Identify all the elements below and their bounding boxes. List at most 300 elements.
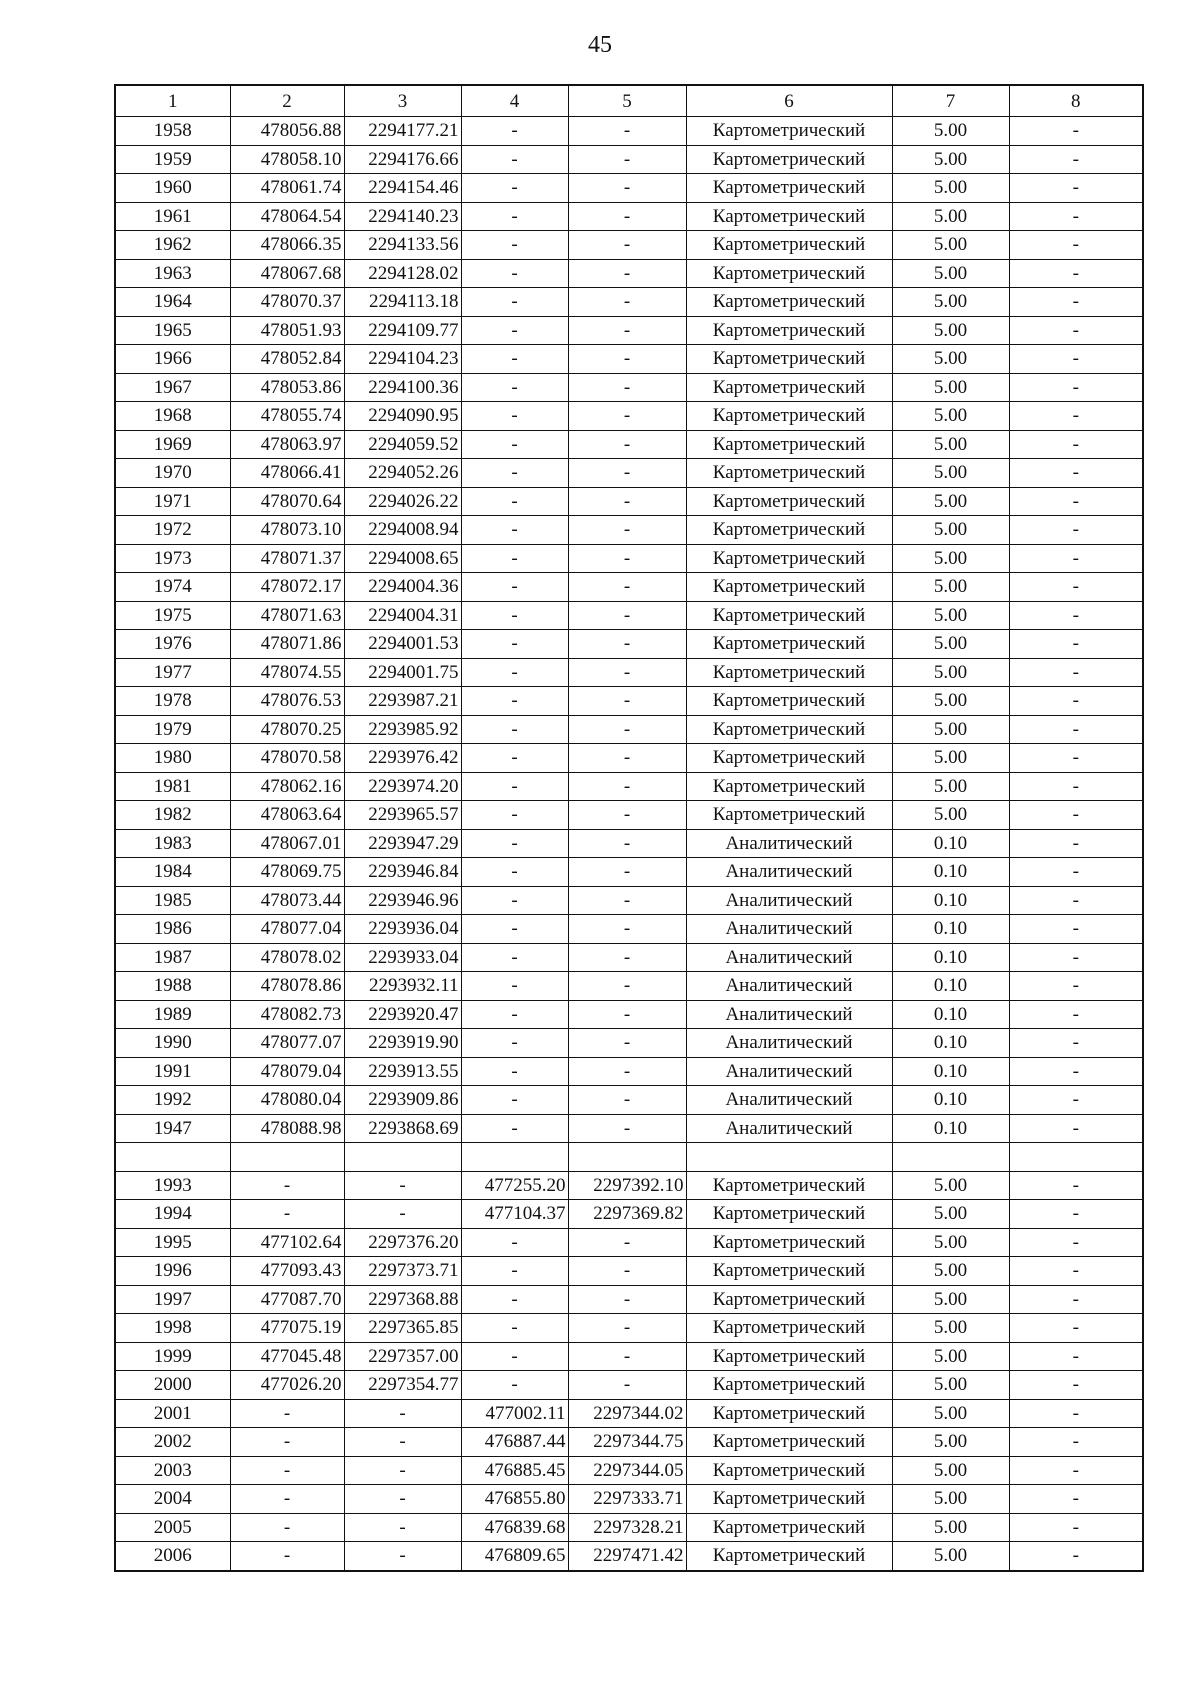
table-cell: 2002 [115, 1428, 230, 1457]
table-cell: - [461, 459, 568, 488]
table-cell: 1992 [115, 1086, 230, 1115]
table-cell: 5.00 [892, 1200, 1009, 1229]
table-row [115, 174, 1143, 203]
table-cell: Картометрический [686, 1428, 892, 1457]
table-cell [461, 1143, 568, 1172]
table-cell: - [568, 630, 686, 659]
table-cell: 478077.04 [230, 915, 344, 944]
table-cell: - [1009, 972, 1143, 1001]
table-cell: 2293913.55 [344, 1057, 461, 1086]
table-cell [686, 1143, 892, 1172]
table-cell: - [1009, 801, 1143, 830]
table-cell: Картометрический [686, 1399, 892, 1428]
table-row [115, 459, 1143, 488]
table-cell: 2294128.02 [344, 259, 461, 288]
table-cell: - [461, 259, 568, 288]
table-cell: 477045.48 [230, 1342, 344, 1371]
table-cell: - [461, 516, 568, 545]
table-cell: - [461, 943, 568, 972]
table-cell: - [1009, 1428, 1143, 1457]
table-cell: 1968 [115, 402, 230, 431]
table-cell: 1991 [115, 1057, 230, 1086]
table-cell: 5.00 [892, 202, 1009, 231]
table-cell: - [568, 829, 686, 858]
table-cell: - [461, 715, 568, 744]
table-cell: - [1009, 373, 1143, 402]
table-cell: 478071.86 [230, 630, 344, 659]
table-cell: 5.00 [892, 715, 1009, 744]
table-cell: 478053.86 [230, 373, 344, 402]
table-cell: Картометрический [686, 202, 892, 231]
table-cell: - [344, 1171, 461, 1200]
table-cell: - [1009, 1314, 1143, 1343]
table-row [115, 744, 1143, 773]
table-cell: - [1009, 1456, 1143, 1485]
table-cell: 478070.37 [230, 288, 344, 317]
table-cell: 477102.64 [230, 1228, 344, 1257]
table-cell: Аналитический [686, 1086, 892, 1115]
table-cell: - [568, 1029, 686, 1058]
table-cell: - [461, 1086, 568, 1115]
table-cell: 5.00 [892, 801, 1009, 830]
table-cell [568, 1143, 686, 1172]
table-cell: - [568, 886, 686, 915]
table-cell: - [568, 915, 686, 944]
table-cell: 2293947.29 [344, 829, 461, 858]
table-cell: Картометрический [686, 1342, 892, 1371]
page-number: 45 [588, 32, 612, 58]
table-cell: 0.10 [892, 858, 1009, 887]
table-cell [115, 1143, 230, 1172]
table-cell: - [461, 744, 568, 773]
table-cell: 1979 [115, 715, 230, 744]
table-cell: 476809.65 [461, 1542, 568, 1571]
table-cell: 2293965.57 [344, 801, 461, 830]
table-cell: Картометрический [686, 231, 892, 260]
table-cell: 1983 [115, 829, 230, 858]
table-cell: 478070.25 [230, 715, 344, 744]
table-cell: 478073.44 [230, 886, 344, 915]
table-cell: - [568, 487, 686, 516]
table-cell: - [344, 1200, 461, 1229]
table-cell: 478056.88 [230, 117, 344, 146]
table-cell: - [568, 202, 686, 231]
table-cell: 1975 [115, 601, 230, 630]
table-cell: 2294140.23 [344, 202, 461, 231]
table-cell: 2294100.36 [344, 373, 461, 402]
table-cell: 2005 [115, 1513, 230, 1542]
table-row [115, 1513, 1143, 1542]
table-cell: Картометрический [686, 544, 892, 573]
table-cell: 5.00 [892, 630, 1009, 659]
table-row [115, 1029, 1143, 1058]
table-row [115, 1371, 1143, 1400]
table-cell: - [1009, 459, 1143, 488]
table-cell: 5.00 [892, 772, 1009, 801]
table-cell: - [568, 145, 686, 174]
table-cell: 478077.07 [230, 1029, 344, 1058]
table-cell: Картометрический [686, 630, 892, 659]
table-cell: - [568, 288, 686, 317]
table-cell: 5.00 [892, 145, 1009, 174]
table-cell: 5.00 [892, 402, 1009, 431]
table-cell: - [461, 858, 568, 887]
table-cell: - [230, 1513, 344, 1542]
table-cell: 5.00 [892, 430, 1009, 459]
table-cell: - [568, 345, 686, 374]
table-cell: - [1009, 231, 1143, 260]
table-cell: 477255.20 [461, 1171, 568, 1200]
table-cell: 478070.58 [230, 744, 344, 773]
table-cell: - [1009, 117, 1143, 146]
table-cell: - [568, 316, 686, 345]
table-cell: 1969 [115, 430, 230, 459]
table-row [115, 373, 1143, 402]
header-cell: 4 [461, 85, 568, 117]
table-cell: 5.00 [892, 1513, 1009, 1542]
table-cell: 5.00 [892, 516, 1009, 545]
table-cell: - [568, 943, 686, 972]
table-cell: 478079.04 [230, 1057, 344, 1086]
table-cell: 1966 [115, 345, 230, 374]
table-cell: Аналитический [686, 858, 892, 887]
header-cell: 2 [230, 85, 344, 117]
table-cell: 478062.16 [230, 772, 344, 801]
table-cell: 2001 [115, 1399, 230, 1428]
table-cell: Картометрический [686, 402, 892, 431]
table-cell: 478073.10 [230, 516, 344, 545]
table-row [115, 1228, 1143, 1257]
table-cell: 1995 [115, 1228, 230, 1257]
table-cell: Картометрический [686, 516, 892, 545]
table-cell: 5.00 [892, 459, 1009, 488]
table-cell: 1988 [115, 972, 230, 1001]
table-cell: 2293946.96 [344, 886, 461, 915]
table-cell: 477093.43 [230, 1257, 344, 1286]
table-cell: 1959 [115, 145, 230, 174]
table-cell: - [1009, 288, 1143, 317]
table-cell: - [568, 744, 686, 773]
table-cell: Аналитический [686, 972, 892, 1001]
table-cell: Картометрический [686, 373, 892, 402]
table-cell: 2294059.52 [344, 430, 461, 459]
table-cell: Аналитический [686, 1000, 892, 1029]
table-cell: 2297344.75 [568, 1428, 686, 1457]
table-cell: 5.00 [892, 1428, 1009, 1457]
table-row [115, 886, 1143, 915]
table-cell: Аналитический [686, 1114, 892, 1143]
table-cell: 478051.93 [230, 316, 344, 345]
table-cell: - [1009, 1399, 1143, 1428]
table-cell: 2293936.04 [344, 915, 461, 944]
table-cell: 1984 [115, 858, 230, 887]
header-cell: 1 [115, 85, 230, 117]
table-cell: Картометрический [686, 459, 892, 488]
table-cell: Картометрический [686, 487, 892, 516]
table-cell: 0.10 [892, 915, 1009, 944]
table-cell: - [1009, 829, 1143, 858]
table-row [115, 658, 1143, 687]
table-row [115, 1428, 1143, 1457]
table-row [115, 345, 1143, 374]
table-cell: 5.00 [892, 1171, 1009, 1200]
table-cell: - [461, 601, 568, 630]
table-cell: Картометрический [686, 1485, 892, 1514]
table-cell: - [230, 1200, 344, 1229]
table-row [115, 1314, 1143, 1343]
table-cell: 2293985.92 [344, 715, 461, 744]
table-cell: 478067.01 [230, 829, 344, 858]
table-cell: 1981 [115, 772, 230, 801]
table-cell: 0.10 [892, 1029, 1009, 1058]
table-cell: 478080.04 [230, 1086, 344, 1115]
table-cell: - [568, 1314, 686, 1343]
table-row [115, 772, 1143, 801]
table-cell: - [568, 772, 686, 801]
table-cell: 5.00 [892, 487, 1009, 516]
table-row [115, 687, 1143, 716]
table-cell: 1971 [115, 487, 230, 516]
table-cell: 2293919.90 [344, 1029, 461, 1058]
table-cell: 2294109.77 [344, 316, 461, 345]
table-cell: 5.00 [892, 1257, 1009, 1286]
table-cell: - [461, 117, 568, 146]
table-cell: 1978 [115, 687, 230, 716]
table-cell: 477002.11 [461, 1399, 568, 1428]
table-cell: 2293909.86 [344, 1086, 461, 1115]
table-cell: - [1009, 886, 1143, 915]
table-cell: - [461, 1000, 568, 1029]
table-cell: - [461, 1285, 568, 1314]
table-cell: - [1009, 715, 1143, 744]
table-cell: - [461, 886, 568, 915]
table-cell: - [568, 231, 686, 260]
table-cell: Картометрический [686, 288, 892, 317]
table-cell: 2294004.31 [344, 601, 461, 630]
table-cell: 478078.86 [230, 972, 344, 1001]
table-cell: Картометрический [686, 316, 892, 345]
table-cell: - [568, 801, 686, 830]
table-cell: 2297376.20 [344, 1228, 461, 1257]
table-header-row [115, 85, 1143, 117]
table-cell: - [568, 259, 686, 288]
table-row [115, 487, 1143, 516]
table-cell: - [461, 573, 568, 602]
table-cell: - [1009, 630, 1143, 659]
table-cell: 0.10 [892, 943, 1009, 972]
table-cell: - [1009, 1114, 1143, 1143]
table-cell: 478074.55 [230, 658, 344, 687]
table-cell: Картометрический [686, 117, 892, 146]
table-cell: - [461, 1228, 568, 1257]
table-cell: - [568, 972, 686, 1001]
table-cell: 478082.73 [230, 1000, 344, 1029]
table-row [115, 202, 1143, 231]
table-cell: Картометрический [686, 174, 892, 203]
table-cell [1009, 1143, 1143, 1172]
table-cell: Картометрический [686, 658, 892, 687]
table-cell: 2294104.23 [344, 345, 461, 374]
table-cell: Картометрический [686, 1371, 892, 1400]
table-cell: 1985 [115, 886, 230, 915]
table-row [115, 316, 1143, 345]
table-cell: - [461, 544, 568, 573]
table-row [115, 1057, 1143, 1086]
table-row [115, 715, 1143, 744]
table-cell: - [1009, 430, 1143, 459]
table-cell: 1977 [115, 658, 230, 687]
table-row [115, 231, 1143, 260]
table-cell: 0.10 [892, 886, 1009, 915]
table-cell: 5.00 [892, 345, 1009, 374]
table-cell: - [461, 316, 568, 345]
table-cell: 1994 [115, 1200, 230, 1229]
table-cell: Картометрический [686, 801, 892, 830]
table-cell: - [1009, 1257, 1143, 1286]
table-cell: - [461, 487, 568, 516]
table-cell: - [344, 1542, 461, 1571]
table-cell: Картометрический [686, 744, 892, 773]
table-cell: - [1009, 1200, 1143, 1229]
table-cell: - [461, 373, 568, 402]
table-row [115, 1485, 1143, 1514]
table-cell: - [461, 915, 568, 944]
table-cell: 477104.37 [461, 1200, 568, 1229]
table-cell: 1962 [115, 231, 230, 260]
table-cell: 2297354.77 [344, 1371, 461, 1400]
table-cell: 1986 [115, 915, 230, 944]
table-row [115, 1285, 1143, 1314]
table-cell: 2294154.46 [344, 174, 461, 203]
table-cell: 478067.68 [230, 259, 344, 288]
table-cell: - [1009, 943, 1143, 972]
table-cell: - [1009, 573, 1143, 602]
table-cell: - [461, 1114, 568, 1143]
table-cell: 478066.41 [230, 459, 344, 488]
table-cell: Картометрический [686, 1513, 892, 1542]
table-cell: - [1009, 345, 1143, 374]
table-cell: - [568, 858, 686, 887]
table-cell: 478061.74 [230, 174, 344, 203]
table-cell: - [1009, 1029, 1143, 1058]
table-cell: Картометрический [686, 145, 892, 174]
table-cell: 1958 [115, 117, 230, 146]
table-cell: - [568, 601, 686, 630]
header-cell: 8 [1009, 85, 1143, 117]
table-row [115, 544, 1143, 573]
table-cell: - [1009, 858, 1143, 887]
table-cell: 477087.70 [230, 1285, 344, 1314]
table-cell: - [568, 1000, 686, 1029]
table-cell: 478055.74 [230, 402, 344, 431]
table-cell: - [1009, 402, 1143, 431]
table-cell: - [568, 1114, 686, 1143]
table-cell: - [461, 174, 568, 203]
table-cell: Аналитический [686, 1029, 892, 1058]
table-cell [230, 1143, 344, 1172]
table-cell: 5.00 [892, 744, 1009, 773]
table-cell: 2297344.05 [568, 1456, 686, 1485]
table-row [115, 1200, 1143, 1229]
table-cell: 1963 [115, 259, 230, 288]
table-cell: 1960 [115, 174, 230, 203]
table-cell: 477026.20 [230, 1371, 344, 1400]
table-cell: 2294004.36 [344, 573, 461, 602]
table-cell: - [461, 1257, 568, 1286]
table-cell: Аналитический [686, 829, 892, 858]
table-cell: - [568, 1057, 686, 1086]
table-cell: 5.00 [892, 1542, 1009, 1571]
table-cell: - [1009, 772, 1143, 801]
table-row [115, 1114, 1143, 1143]
table-cell: - [1009, 687, 1143, 716]
table-cell: 5.00 [892, 687, 1009, 716]
table-cell: - [461, 231, 568, 260]
table-cell: 478063.97 [230, 430, 344, 459]
table-cell: - [1009, 202, 1143, 231]
table-cell: Аналитический [686, 886, 892, 915]
table-row [115, 915, 1143, 944]
table-cell: - [568, 544, 686, 573]
table-cell: - [461, 658, 568, 687]
table-cell: 5.00 [892, 117, 1009, 146]
table-cell: 5.00 [892, 288, 1009, 317]
table-cell: - [230, 1399, 344, 1428]
table-cell: - [1009, 1542, 1143, 1571]
table-cell: 478069.75 [230, 858, 344, 887]
table-cell: - [1009, 516, 1143, 545]
table-cell: 2293933.04 [344, 943, 461, 972]
table-cell: 1987 [115, 943, 230, 972]
table-cell: - [1009, 915, 1143, 944]
table-cell: 478063.64 [230, 801, 344, 830]
table-cell: Картометрический [686, 715, 892, 744]
table-cell: Картометрический [686, 601, 892, 630]
table-cell: - [461, 402, 568, 431]
header-cell: 6 [686, 85, 892, 117]
table-cell: Картометрический [686, 1285, 892, 1314]
table-row [115, 1171, 1143, 1200]
table-cell: 2000 [115, 1371, 230, 1400]
table-cell: 5.00 [892, 174, 1009, 203]
table-cell: 5.00 [892, 316, 1009, 345]
table-cell [892, 1143, 1009, 1172]
table-cell: 1982 [115, 801, 230, 830]
table-cell: 1964 [115, 288, 230, 317]
table-cell: - [344, 1456, 461, 1485]
table-cell: 2297373.71 [344, 1257, 461, 1286]
table-cell: - [568, 516, 686, 545]
table-cell: - [461, 1342, 568, 1371]
table-cell: - [568, 1285, 686, 1314]
table-cell: - [568, 1371, 686, 1400]
table-cell: - [568, 715, 686, 744]
table-cell: 0.10 [892, 1000, 1009, 1029]
table-cell: Картометрический [686, 1314, 892, 1343]
table-cell: 478078.02 [230, 943, 344, 972]
table-row [115, 829, 1143, 858]
table-cell: - [568, 1228, 686, 1257]
table-cell: - [230, 1171, 344, 1200]
table-row [115, 972, 1143, 1001]
table-cell: 5.00 [892, 231, 1009, 260]
table-cell: - [1009, 316, 1143, 345]
table-cell: 2294133.56 [344, 231, 461, 260]
table-cell: - [461, 1029, 568, 1058]
table-cell: 5.00 [892, 1285, 1009, 1314]
table-cell: 5.00 [892, 1342, 1009, 1371]
table-cell: Картометрический [686, 1456, 892, 1485]
